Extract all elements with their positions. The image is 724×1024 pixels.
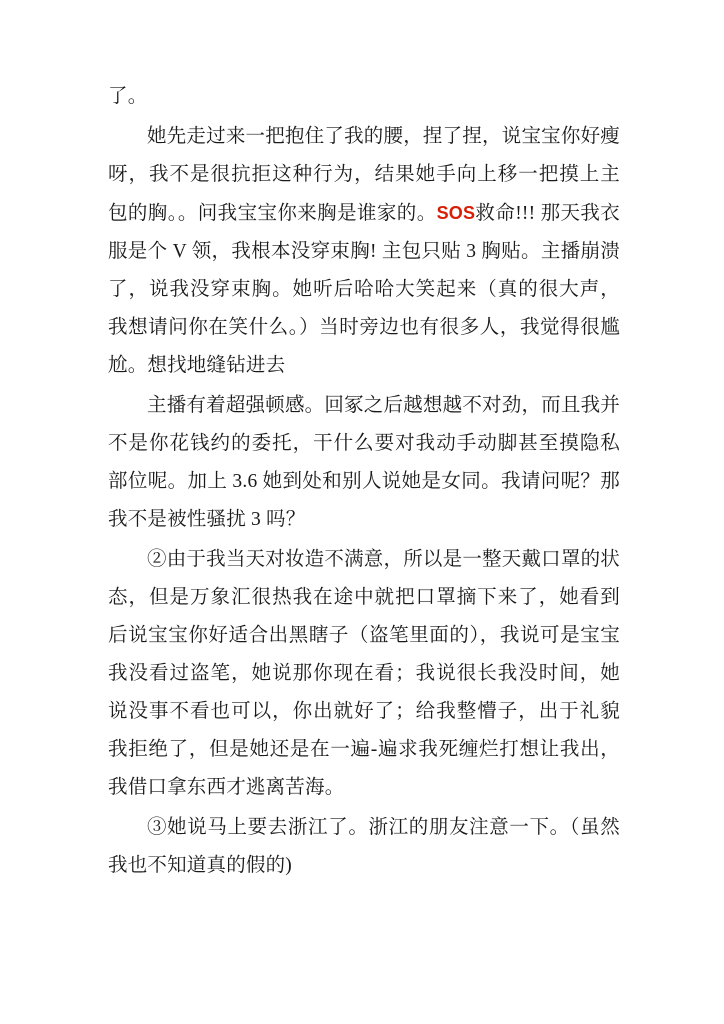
paragraph-text: 她先走过来一把抱住了我的腰，捏了捏，说宝宝你好瘦呀，我不是很抗拒这种行为，结果她手向上移一把摸上主包的胸。。问我宝宝你来胸是谁家的。	[108, 126, 620, 224]
paragraph-text: 救命!!! 那天我衣服是个 V 领，我根本没穿束胸! 主包只贴 3 胸贴。主播崩溃了，说我没穿束胸。她听后哈哈大笑起来（真的很大声，我想请问你在笑什么。）当时旁边也有很多人，我觉得很尴尬。想找地缝钻进去	[108, 203, 620, 376]
paragraph-text: ②由于我当天对妆造不满意，所以是一整天戴口罩的状态，但是万象汇很热我在途中就把口罩摘下来了，她看到后说宝宝你好适合出黑瞎子（盗笔里面的），我说可是宝宝我没看过盗笔，她说那你现在看；我说很长我没时间，她说没事不看也可以，你出就好了；给我整懵子，出于礼貌我拒绝了，但是她还是在一遍-遍求我死缠烂打想让我出，我借口拿东西才逃离苦海。	[108, 549, 620, 798]
paragraph-text: 主播有着超强顿感。回冢之后越想越不对劲，而且我并不是你花钱约的委托，干什么要对我动手动脚甚至摸隐私部位呢。加上 3.6 她到处和别人说她是女同。我请问呢？那我不是被性骚扰 3 吗？	[108, 395, 620, 530]
document-body	[108, 78, 620, 887]
paragraph	[108, 387, 620, 539]
sos-emphasis-text: SOS	[436, 203, 476, 223]
paragraph	[108, 78, 620, 116]
paragraph	[108, 118, 620, 385]
paragraph-text: 了。	[108, 86, 148, 107]
paragraph	[108, 541, 620, 807]
paragraph	[108, 809, 620, 885]
paragraph-text: ③她说马上要去浙江了。浙江的朋友注意一下。（虽然我也不知道真的假的)	[108, 817, 620, 876]
